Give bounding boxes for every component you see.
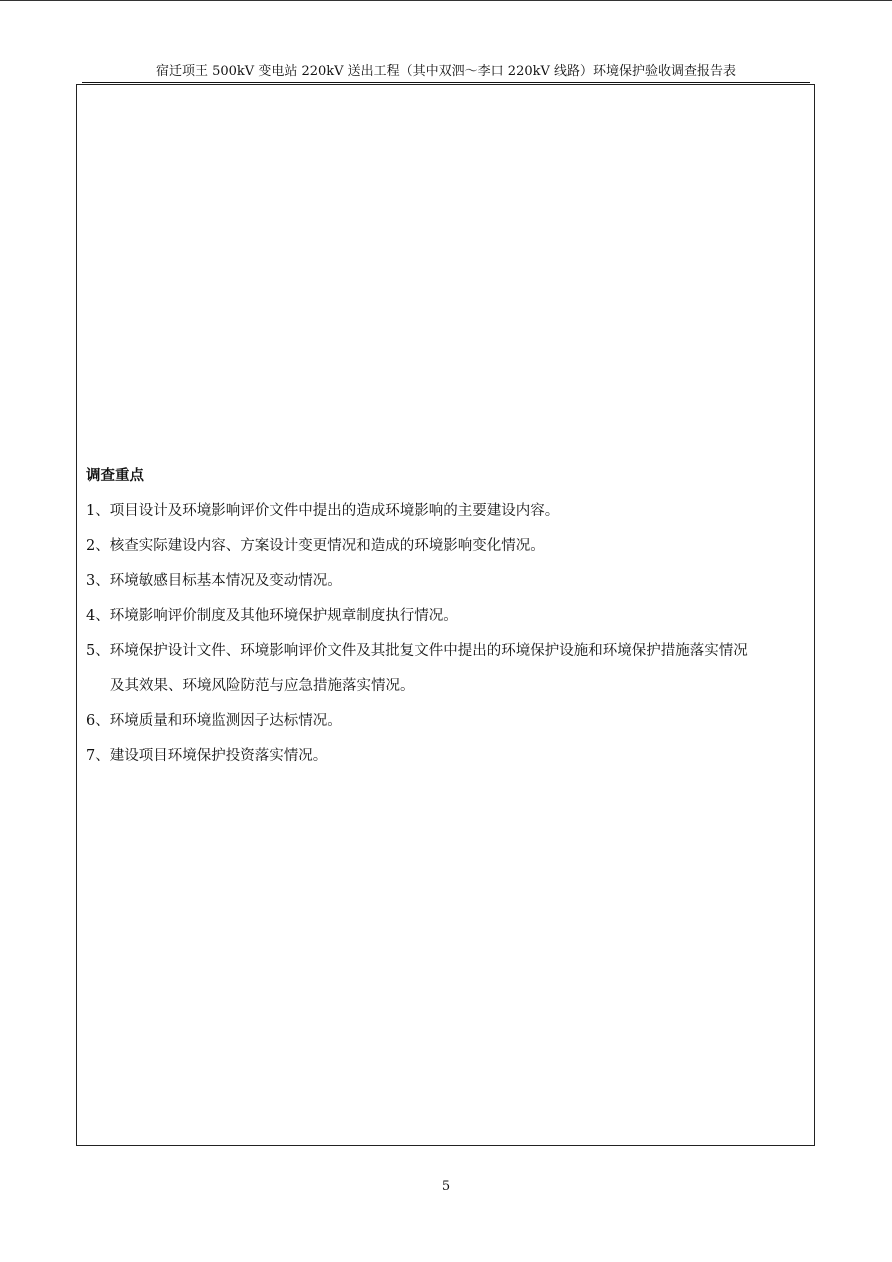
list-item-1: 1、项目设计及环境影响评价文件中提出的造成环境影响的主要建设内容。 <box>86 503 560 519</box>
list-item-2: 2、核查实际建设内容、方案设计变更情况和造成的环境影响变化情况。 <box>86 538 545 554</box>
list-item-5: 5、环境保护设计文件、环境影响评价文件及其批复文件中提出的环境保护设施和环境保护措施落实情况 <box>86 643 748 659</box>
list-item-5-continuation: 及其效果、环境风险防范与应急措施落实情况。 <box>110 678 415 694</box>
header-underline <box>82 82 810 83</box>
list-item-4: 4、环境影响评价制度及其他环境保护规章制度执行情况。 <box>86 608 458 624</box>
page-header-title: 宿迁项王 500kV 变电站 220kV 送出工程（其中双泗～李口 220kV 线路）环境保护验收调查报告表 <box>155 64 737 79</box>
list-item-3: 3、环境敏感目标基本情况及变动情况。 <box>86 573 342 589</box>
page-number: 5 <box>441 1179 451 1194</box>
section-title: 调查重点 <box>86 467 144 484</box>
top-border-line <box>0 0 892 1</box>
list-item-7: 7、建设项目环境保护投资落实情况。 <box>86 748 328 764</box>
list-item-6: 6、环境质量和环境监测因子达标情况。 <box>86 713 342 729</box>
